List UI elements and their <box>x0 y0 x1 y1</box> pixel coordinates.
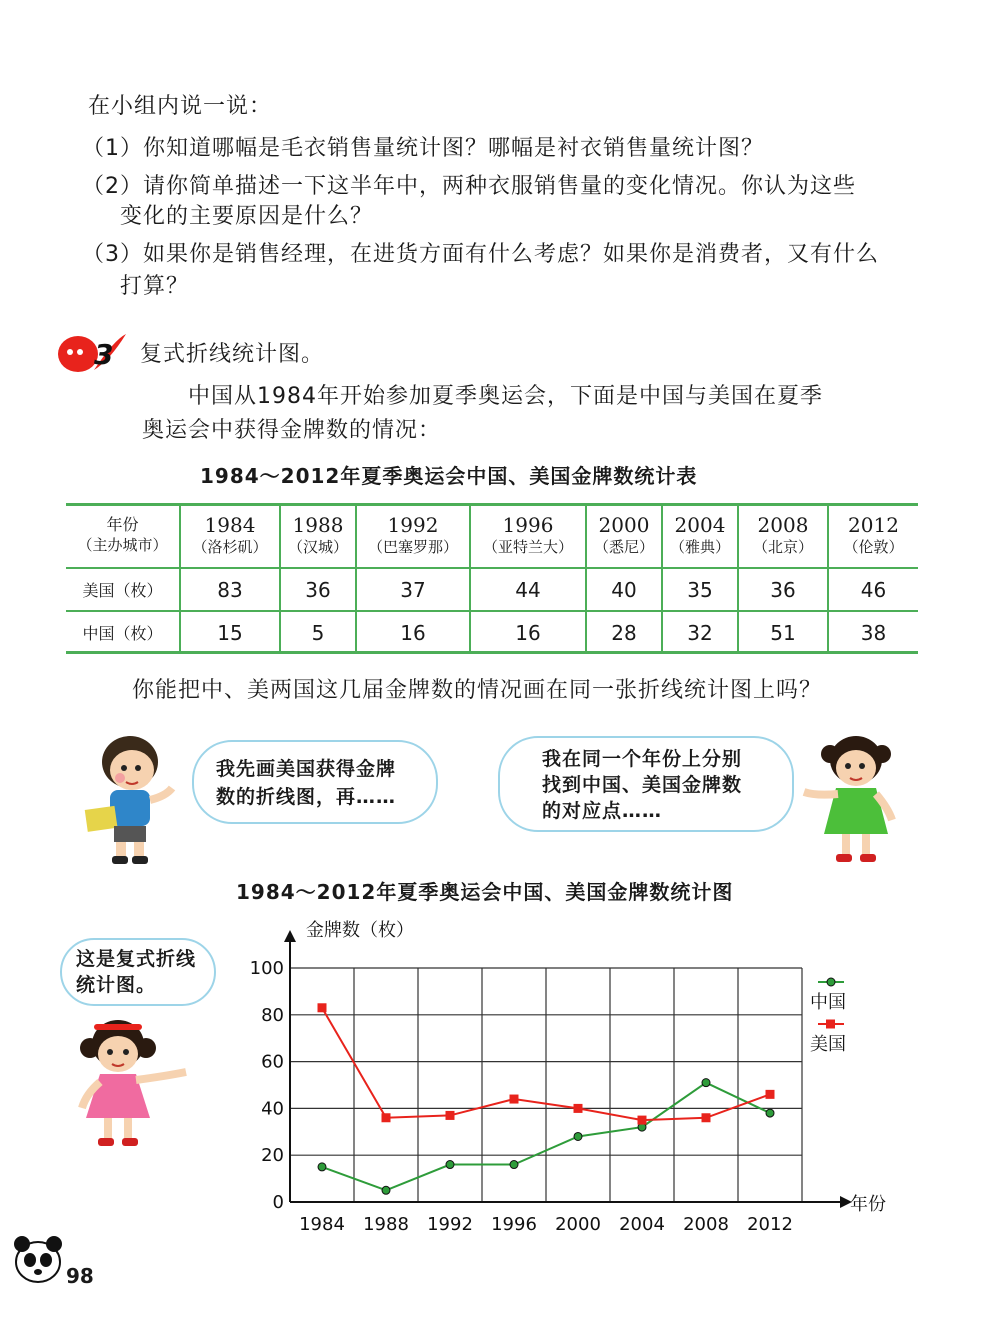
table-header-cell: 1984 （洛杉矶） <box>180 503 280 568</box>
table-cell: 36 <box>280 568 356 611</box>
chart-title: 1984～2012年夏季奥运会中国、美国金牌数统计图 <box>236 880 734 904</box>
chart-x-axis-label: 年份 <box>850 1194 886 1215</box>
table-row-usa <box>66 568 918 611</box>
table-header-row <box>66 503 918 568</box>
data-point <box>318 1163 326 1171</box>
x-tick-label: 2012 <box>747 1214 793 1235</box>
y-tick-label: 100 <box>249 958 284 979</box>
data-point <box>638 1116 647 1125</box>
boy-illustration <box>80 730 180 866</box>
table-header-cell: 2012 （伦敦） <box>843 513 904 556</box>
girl2-illustration <box>70 1014 194 1152</box>
chart-axes <box>284 930 852 1208</box>
table-cell: 46 <box>828 568 918 611</box>
table-cell: 32 <box>662 611 738 653</box>
data-point <box>766 1109 774 1117</box>
table-cell: 83 <box>180 568 280 611</box>
section-paragraph-line2: 奥运会中获得金牌数的情况： <box>142 418 442 443</box>
question-3-line1: （3）如果你是销售经理，在进货方面有什么考虑？如果你是消费者，又有什么 <box>82 242 879 267</box>
table-header-cell: 2004 （雅典） <box>662 503 738 568</box>
table-header-cell: 1992 （巴塞罗那） <box>356 503 470 568</box>
table-cell: 15 <box>180 611 280 653</box>
data-point <box>574 1132 582 1140</box>
x-tick-label: 1996 <box>491 1214 537 1235</box>
gold-medal-table <box>66 503 918 653</box>
data-point <box>766 1090 775 1099</box>
panda-icon <box>8 1230 68 1286</box>
table-cell: 16 <box>470 611 586 653</box>
boy-bubble-line2: 数的折线图，再…… <box>216 786 397 808</box>
table-row-label: 美国（枚） <box>66 568 180 611</box>
x-tick-label: 2004 <box>619 1214 665 1235</box>
y-axis-arrow-icon <box>284 930 296 942</box>
legend-marker <box>826 1020 835 1029</box>
x-tick-label: 1988 <box>363 1214 409 1235</box>
x-tick-label: 2008 <box>683 1214 729 1235</box>
page-number: 98 <box>66 1264 94 1288</box>
y-tick-label: 60 <box>261 1051 284 1073</box>
girl2-speech-bubble <box>60 938 216 1006</box>
girl2-bubble-line1: 这是复式折线 <box>76 948 197 970</box>
table-title: 1984～2012年夏季奥运会中国、美国金牌数统计表 <box>200 464 698 488</box>
table-bottom-rule <box>66 651 918 654</box>
girl-bubble-line1: 我在同一个年份上分别 <box>542 748 743 770</box>
y-tick-label: 80 <box>261 1004 284 1026</box>
data-point <box>702 1079 710 1087</box>
question-2-line2: 变化的主要原因是什么？ <box>120 204 374 229</box>
girl-bubble-line2: 找到中国、美国金牌数 <box>542 774 743 796</box>
table-row-label: 中国（枚） <box>66 611 180 653</box>
y-tick-label: 20 <box>261 1145 284 1167</box>
data-point <box>510 1095 519 1104</box>
chart-y-axis-label: 金牌数（枚） <box>306 920 414 941</box>
table-cell: 16 <box>356 611 470 653</box>
table-cell: 36 <box>738 568 828 611</box>
x-tick-label: 2000 <box>555 1214 601 1235</box>
data-point <box>318 1003 327 1012</box>
legend-label: 美国 <box>810 1034 846 1055</box>
table-cell: 28 <box>586 611 662 653</box>
x-tick-label: 1984 <box>299 1214 345 1235</box>
table-header-cell: 1996 （亚特兰大） <box>470 503 586 568</box>
gold-medal-line-chart <box>240 912 940 1242</box>
data-point <box>382 1186 390 1194</box>
y-tick-label: 0 <box>272 1192 284 1213</box>
table-row-china <box>66 611 918 653</box>
section-paragraph-line1: 中国从1984年开始参加夏季奥运会，下面是中国与美国在夏季 <box>188 384 823 409</box>
table-cell: 51 <box>738 611 828 653</box>
table-header-label: 年份 （主办城市） <box>66 503 180 568</box>
x-tick-label: 1992 <box>427 1214 473 1235</box>
legend-label: 中国 <box>810 992 846 1013</box>
table-cell: 44 <box>470 568 586 611</box>
question-2-line1: （2）请你简单描述一下这半年中，两种衣服销售量的变化情况。你认为这些 <box>82 174 856 199</box>
data-point <box>446 1161 454 1169</box>
legend-marker <box>827 978 835 986</box>
table-header-cell: 2008 （北京） <box>738 503 828 568</box>
girl-bubble-line3: 的对应点…… <box>542 800 663 822</box>
girl-illustration <box>796 730 906 866</box>
girl2-bubble-line2: 统计图。 <box>76 974 157 996</box>
draw-question: 你能把中、美两国这几届金牌数的情况画在同一张折线统计图上吗？ <box>132 678 823 703</box>
table-cell: 38 <box>828 611 918 653</box>
discussion-intro: 在小组内说一说： <box>88 94 273 119</box>
table-cell: 5 <box>280 611 356 653</box>
girl-speech-bubble <box>498 736 794 832</box>
table-header-cell: 2000 （悉尼） <box>586 503 662 568</box>
data-point <box>510 1161 518 1169</box>
boy-bubble-line1: 我先画美国获得金牌 <box>216 758 397 780</box>
table-cell: 37 <box>356 568 470 611</box>
data-point <box>574 1104 583 1113</box>
data-point <box>702 1113 711 1122</box>
table-cell: 40 <box>586 568 662 611</box>
question-1: （1）你知道哪幅是毛衣销售量统计图？哪幅是衬衣销售量统计图？ <box>82 136 764 161</box>
y-tick-label: 40 <box>261 1098 284 1120</box>
data-point <box>382 1113 391 1122</box>
section-badge <box>54 330 130 380</box>
section-number: 3 <box>94 338 114 371</box>
question-3-line2: 打算？ <box>120 274 190 299</box>
boy-speech-bubble <box>192 740 438 824</box>
data-point <box>446 1111 455 1120</box>
section-title: 复式折线统计图。 <box>140 342 325 367</box>
table-header-cell: 1988 （汉城） <box>280 503 356 568</box>
table-cell: 35 <box>662 568 738 611</box>
